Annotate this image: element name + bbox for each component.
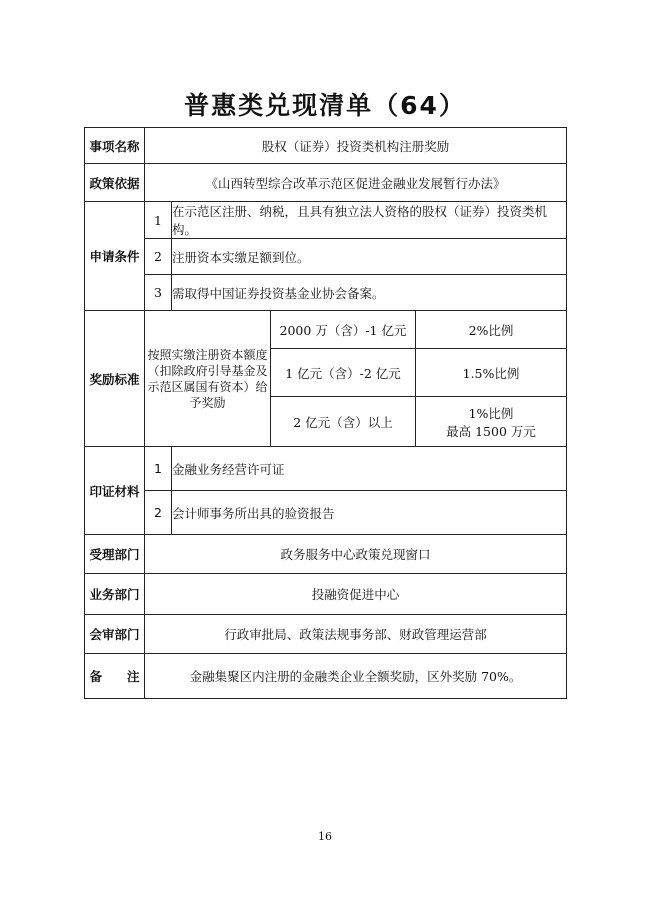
tier-range: 2000 万（含）-1 亿元 [271,311,416,349]
materials-label: 印证材料 [85,447,145,535]
conditions-label: 申请条件 [85,202,145,311]
reward-description-cell [145,311,271,447]
condition-text: 注册资本实缴足额到位。 [172,239,567,275]
review-dept-label: 会审部门 [85,615,145,654]
row-material-1 [85,447,567,491]
tier-cap: 最高 1500 万元 [446,423,536,439]
tier-rate: 1.5%比例 [416,349,567,397]
policy-basis-label: 政策依据 [85,164,145,202]
material-text: 会计师事务所出具的验资报告 [172,491,567,535]
condition-number: 2 [145,239,172,275]
row-accept-dept [85,535,567,574]
accept-dept-value: 政务服务中心政策兑现窗口 [145,535,567,574]
tier-range: 2 亿元（含）以上 [271,397,416,447]
row-reward-tier-1 [85,311,567,349]
row-condition-3 [85,275,567,311]
tier-rate-cell [416,397,567,447]
condition-text: 需取得中国证券投资基金业协会备案。 [172,275,567,311]
row-condition-2 [85,239,567,275]
row-item-name [85,128,567,164]
row-policy-basis [85,164,567,202]
row-material-2 [85,491,567,535]
remarks-label: 备 注 [85,654,145,699]
review-dept-value: 行政审批局、政策法规事务部、财政管理运营部 [145,615,567,654]
policy-basis-value: 《山西转型综合改革示范区促进金融业发展暂行办法》 [145,164,567,202]
material-text: 金融业务经营许可证 [172,447,567,491]
material-number: 1 [145,447,172,491]
row-condition-1 [85,202,567,239]
policy-table [84,127,567,699]
tier-range: 1 亿元（含）-2 亿元 [271,349,416,397]
reward-description: 按照实缴注册资本额度（扣除政府引导基金及示范区属国有资本）给予奖励 [147,347,268,410]
condition-number: 3 [145,275,172,311]
material-number: 2 [145,491,172,535]
item-name-label: 事项名称 [85,128,145,164]
business-dept-value: 投融资促进中心 [145,574,567,615]
remarks-value: 金融集聚区内注册的金融类企业全额奖励，区外奖励 70%。 [145,654,567,699]
tier-rate: 2%比例 [416,311,567,349]
accept-dept-label: 受理部门 [85,535,145,574]
row-business-dept [85,574,567,615]
condition-text: 在示范区注册、纳税，且具有独立法人资格的股权（证券）投资类机构。 [172,202,567,239]
page-title: 普惠类兑现清单（64） [184,91,466,120]
row-remarks [85,654,567,699]
tier-rate: 1%比例 [468,405,514,421]
reward-label: 奖励标准 [85,311,145,447]
business-dept-label: 业务部门 [85,574,145,615]
condition-number: 1 [145,202,172,239]
item-name-value: 股权（证券）投资类机构注册奖励 [145,128,567,164]
row-review-dept [85,615,567,654]
page-number: 16 [318,830,332,843]
